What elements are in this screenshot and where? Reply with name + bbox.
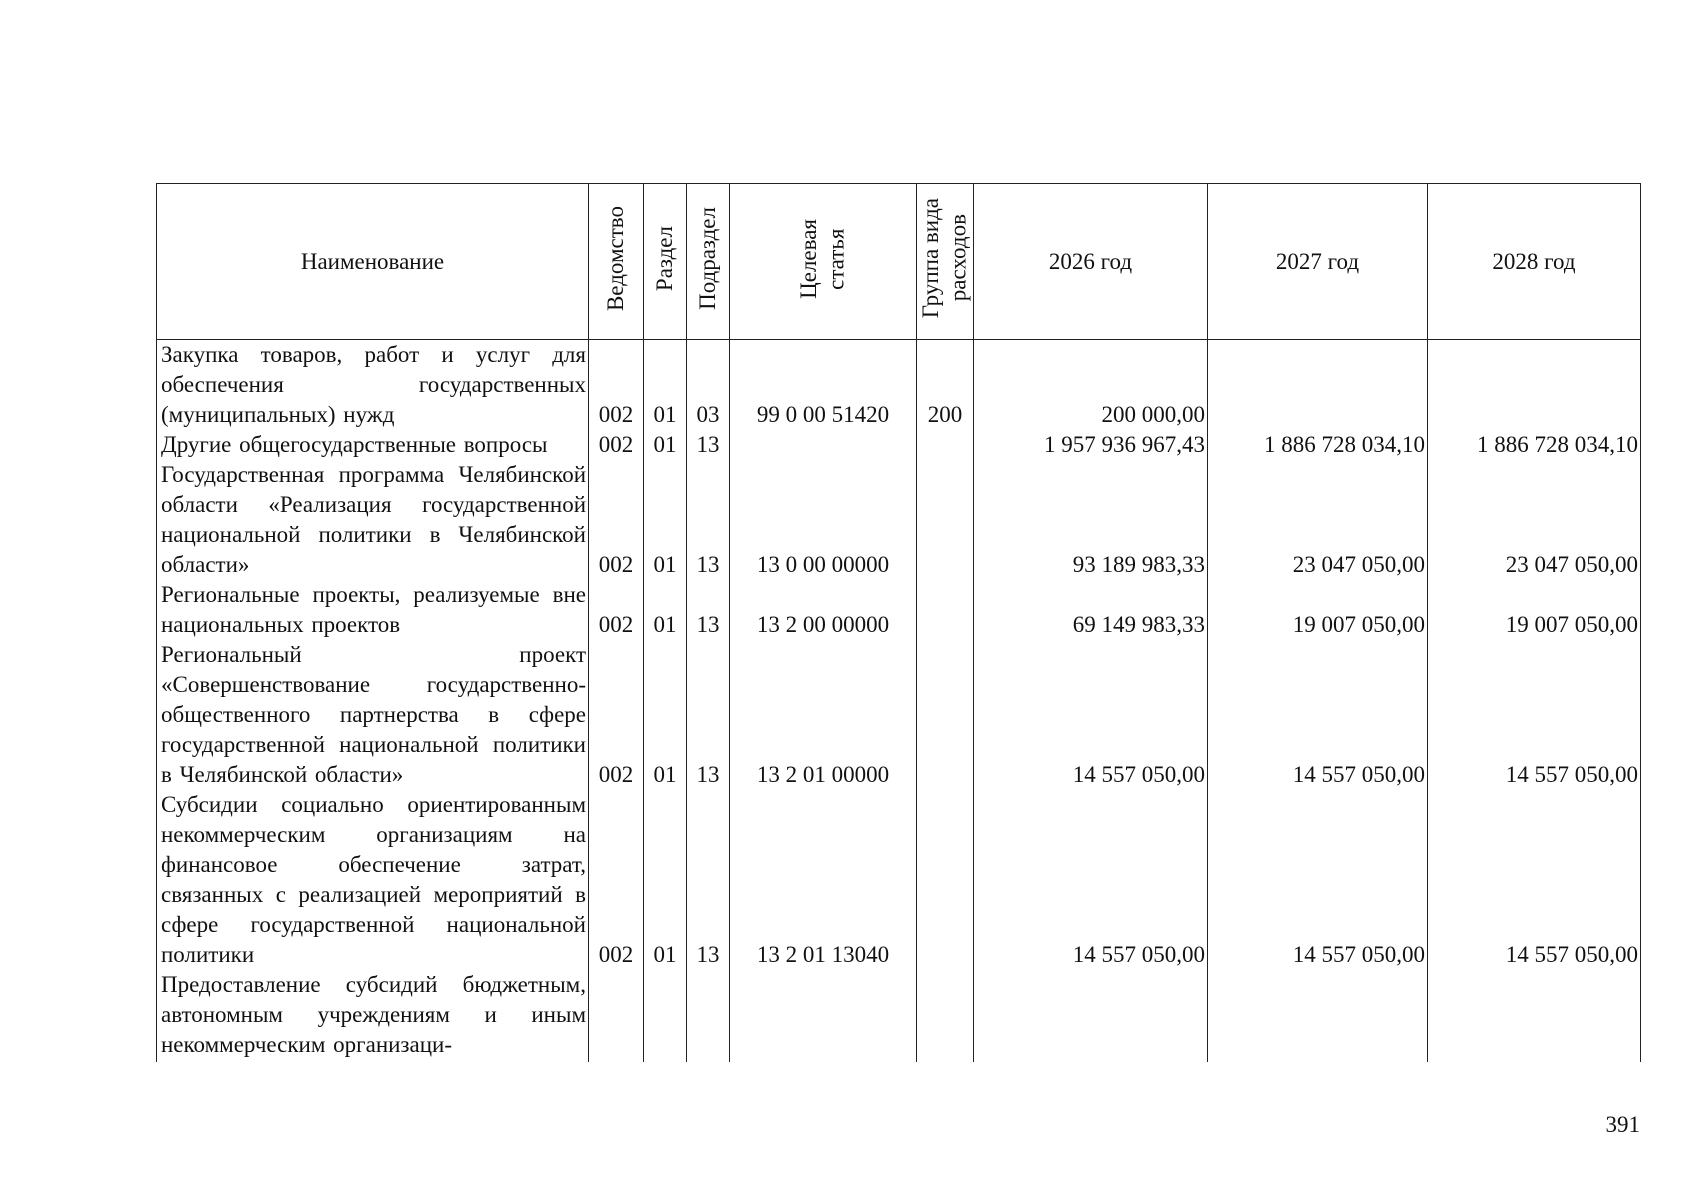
row-amount-2028 <box>1428 340 1641 431</box>
header-year-2028: 2028 год <box>1428 184 1641 340</box>
row-section: 01 <box>644 790 687 970</box>
row-amount-2027 <box>1208 340 1428 431</box>
row-subsection: 13 <box>687 460 730 580</box>
row-expense-group <box>917 790 974 970</box>
row-name: Другие общегосударственные вопросы <box>157 430 589 460</box>
row-amount-2028: 14 557 050,00 <box>1428 640 1641 790</box>
table-row <box>157 790 1641 970</box>
row-amount-2026: 93 189 983,33 <box>974 460 1208 580</box>
row-expense-group <box>917 970 974 1062</box>
row-amount-2028: 23 047 050,00 <box>1428 460 1641 580</box>
row-subsection: 13 <box>687 790 730 970</box>
row-amount-2027: 14 557 050,00 <box>1208 640 1428 790</box>
table-row <box>157 460 1641 580</box>
header-year-2026: 2026 год <box>974 184 1208 340</box>
table-row <box>157 970 1641 1062</box>
header-dept: Ведомство <box>589 184 644 340</box>
row-expense-group <box>917 460 974 580</box>
row-subsection: 13 <box>687 580 730 640</box>
row-section <box>644 970 687 1062</box>
row-target: 13 0 00 00000 <box>730 460 917 580</box>
table-header <box>157 184 1641 340</box>
row-amount-2028: 19 007 050,00 <box>1428 580 1641 640</box>
row-expense-group <box>917 580 974 640</box>
row-name: Закупка товаров, работ и услуг для обеспечения государственных (муниципальных) нужд <box>157 340 589 431</box>
row-amount-2027: 23 047 050,00 <box>1208 460 1428 580</box>
row-name: Региональный проект «Совершенствование государственно-общественного партнерства в сфере государственной национальной политики в Челябинской области» <box>157 640 589 790</box>
row-amount-2028: 1 886 728 034,10 <box>1428 430 1641 460</box>
row-amount-2026: 14 557 050,00 <box>974 640 1208 790</box>
row-dept: 002 <box>589 640 644 790</box>
row-name: Региональные проекты, реализуемые вне национальных проектов <box>157 580 589 640</box>
row-name: Субсидии социально ориентированным некоммерческим организациям на финансовое обеспечение затрат, связанных с реализацией мероприятий в сфере государственной национальной политики <box>157 790 589 970</box>
row-dept: 002 <box>589 790 644 970</box>
row-target <box>730 970 917 1062</box>
page-number: 391 <box>1605 1112 1640 1137</box>
row-amount-2027: 19 007 050,00 <box>1208 580 1428 640</box>
row-name: Государственная программа Челябинской области «Реализация государственной национальной политики в Челябинской области» <box>157 460 589 580</box>
row-subsection: 13 <box>687 640 730 790</box>
row-amount-2026: 14 557 050,00 <box>974 790 1208 970</box>
row-dept: 002 <box>589 580 644 640</box>
table-row <box>157 580 1641 640</box>
row-section: 01 <box>644 340 687 431</box>
row-amount-2026: 1 957 936 967,43 <box>974 430 1208 460</box>
row-target: 99 0 00 51420 <box>730 340 917 431</box>
header-subsection: Подраздел <box>687 184 730 340</box>
row-dept <box>589 970 644 1062</box>
header-section: Раздел <box>644 184 687 340</box>
header-expense-group: Группа вида расходов <box>917 184 974 340</box>
row-subsection <box>687 970 730 1062</box>
row-dept: 002 <box>589 430 644 460</box>
row-target: 13 2 01 00000 <box>730 640 917 790</box>
row-name: Предоставление субсидий бюджетным, автономным учреждениям и иным некоммерческим организаци- <box>157 970 589 1062</box>
header-year-2027: 2027 год <box>1208 184 1428 340</box>
table-body <box>157 340 1641 1063</box>
budget-table <box>156 183 1641 1062</box>
row-section: 01 <box>644 430 687 460</box>
row-amount-2027: 14 557 050,00 <box>1208 790 1428 970</box>
row-amount-2026 <box>974 970 1208 1062</box>
table-row <box>157 430 1641 460</box>
row-amount-2026: 200 000,00 <box>974 340 1208 431</box>
row-amount-2026: 69 149 983,33 <box>974 580 1208 640</box>
row-section: 01 <box>644 460 687 580</box>
row-amount-2028: 14 557 050,00 <box>1428 790 1641 970</box>
row-target: 13 2 00 00000 <box>730 580 917 640</box>
row-amount-2028 <box>1428 970 1641 1062</box>
row-target: 13 2 01 13040 <box>730 790 917 970</box>
header-name: Наименование <box>157 184 589 340</box>
row-expense-group <box>917 640 974 790</box>
row-subsection: 03 <box>687 340 730 431</box>
row-section: 01 <box>644 640 687 790</box>
row-subsection: 13 <box>687 430 730 460</box>
row-dept: 002 <box>589 460 644 580</box>
row-expense-group: 200 <box>917 340 974 431</box>
row-amount-2027: 1 886 728 034,10 <box>1208 430 1428 460</box>
row-target <box>730 430 917 460</box>
row-expense-group <box>917 430 974 460</box>
row-amount-2027 <box>1208 970 1428 1062</box>
row-section: 01 <box>644 580 687 640</box>
row-dept: 002 <box>589 340 644 431</box>
table-row <box>157 340 1641 431</box>
table-row <box>157 640 1641 790</box>
header-target: Целевая статья <box>730 184 917 340</box>
